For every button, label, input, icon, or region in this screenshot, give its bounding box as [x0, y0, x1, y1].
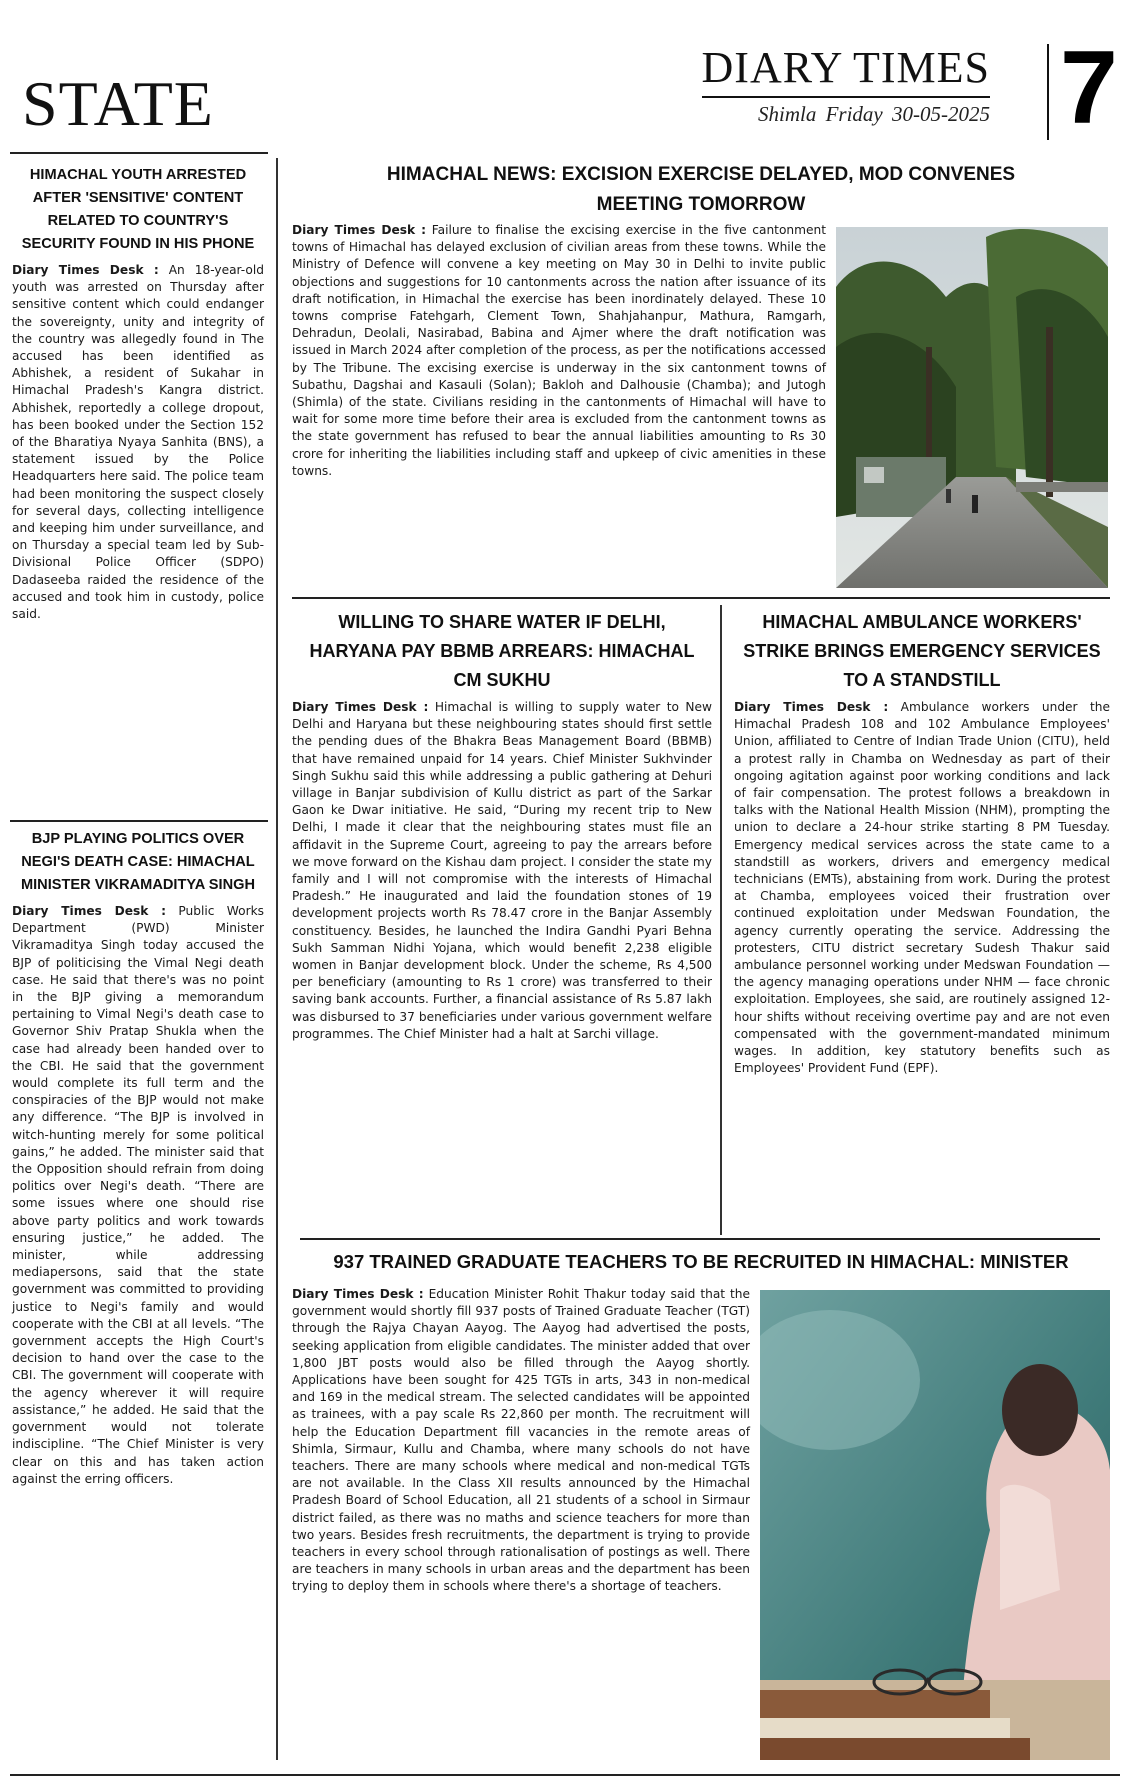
article-body [12, 903, 264, 1488]
blackboard-teacher-image [760, 1290, 1110, 1760]
article-teacher-body [292, 1286, 750, 1596]
body-text: Failure to finalise the excising exercise in the five cantonment towns of Himachal has delayed exclusion of civilian areas from these towns. While the Ministry of Defence will convene a key meeting on May 30 in Delhi to invite public objections and suggestions for 10 cantonments across the nation after issuance of its draft notification, in Himachal the exercise has been inordinately delayed. These 10 towns comprise Fatehgarh, Clement Town, Shahjahanpur, Mathura, Ramgarh, Dehradun, Deolali, Nasirabad, Babina and Ajmer where the draft notification was issued in March 2024 after completion of the process, as per the notifications accessed by The Tribune. The excising exercise is underway in the six cantonment towns of Subathu, Dagshai and Kasauli (Solan); Bakloh and Dalhousie (Chamba); and Jutogh (Shimla) of the state. Civilians residing in the cantonments of Himachal will have to wait for some more time before their area is excluded from the cantonment towns as the state government has refused to bear the annual liabilities amounting to Rs 30 crore for inheriting the liabilities including staff and upkeep of civic amenities in these towns. [292, 223, 827, 478]
middle-article-divider [300, 1238, 1100, 1240]
section-title: STATE [22, 68, 214, 139]
body-text: An 18-year-old youth was arrested on Thursday after sensitive content which could endanger the sovereignty, unity and integrity of the country was allegedly found in The accused has been identified as Abhishek, a resident of Sukahar in Himachal Pradesh's Kangra district. Abhishek, reportedly a college dropout, has been booked under the Section 152 of the Bharatiya Nyaya Sanhita (BNS), a statement issued by the Police Headquarters here said. The police team had been monitoring the suspect closely for several days, collecting intelligence and keeping him under surveillance, and on Thursday a special team led by Sub-Divisional Police Officer (SDPO) Dadaseeba raided the residence of the accused and took him in custody, police said. [12, 263, 264, 622]
article-body [12, 262, 264, 623]
body-text: Himachal is willing to supply water to New Delhi and Haryana but these neighbouring states should first settle the pending dues of the Bhakra Beas Management Board (BBMB) that have remained unpaid for 14 years. Chief Minister Sukhvinder Singh Sukhu said this while addressing a public gathering at Dehuri village in Banjar subdivision of Kullu district as part of the Sarkar Gaon ke Dwar initiative. He said, “During my recent trip to New Delhi, I made it clear that the neighbouring states must file an affidavit in the Supreme Court, agreeing to pay the arrears before we move forward on the Kishau dam project. I consider the state my family and I will not compromise with the interests of Himachal Pradesh.” He inaugurated and laid the foundation stones of 19 development projects worth Rs 78.47 crore in the Banjar Assembly constituency. Besides, he launched the Indira Gandhi Pyari Behna Sukh Samman Nidhi Yojana, which would benefit 2,238 eligible women in Banjar development block. Under the scheme, Rs 4,500 per beneficiary (amounting to Rs 1 crore) was transferred to their saving bank accounts. Further, a financial assistance of Rs 5.87 lakh was disbursed to 37 beneficiaries under various government welfare programmes. The Chief Minister had a halt at Sarchi village. [292, 700, 713, 1041]
byline: Diary Times Desk : [734, 700, 889, 714]
byline: Diary Times Desk : [292, 1287, 424, 1301]
body-text: Ambulance workers under the Himachal Pradesh 108 and 102 Ambulance Employees' Union, affiliated to Centre of Indian Trade Union (CITU), held a protest rally in Chamba on Wednesday as part of their ongoing agitation against poor working conditions and lack of fair compensation. The protest follows a breakdown in talks with the National Health Mission (NHM), prompting the union to declare a 24-hour strike starting 8 PM Tuesday. Emergency medical services across the state came to a standstill as workers, drivers and emergency medical technicians (EMTs), abstaining from work. During the protest at Chamba, employees voiced their frustration over continued exploitation under Medswan Foundation, the agency currently operating the service. Addressing the protesters, CITU district secretary Sudesh Thakur said ambulance personnel working under Medswan Foundation — the agency managing operations under NHM — face chronic exploitation. Employees, she said, are routinely assigned 12-hour shifts without receiving overtime pay and are not even compensated with the government-mandated minimum wages. In addition, key statutory benefits such as Employees' Provident Fund (EPF). [734, 700, 1110, 1076]
article-body [734, 699, 1110, 1077]
article-youth-arrested [12, 164, 264, 623]
article-teacher-recruitment [292, 1248, 1110, 1276]
trees-road-image [836, 227, 1108, 588]
article-excision-exercise [292, 160, 1110, 220]
top-article-divider [292, 597, 1110, 599]
newspaper-name: DIARY TIMES [701, 43, 990, 92]
headline: BJP PLAYING POLITICS OVER NEGI'S DEATH CASE: HIMACHAL MINISTER VIKRAMADITYA SINGH [20, 831, 256, 893]
masthead [701, 43, 990, 127]
page-number: 7 [1060, 30, 1118, 146]
byline: Diary Times Desk : [292, 223, 427, 237]
cantonment-road-photo [836, 227, 1108, 588]
classroom-photo [760, 1290, 1110, 1760]
byline: Diary Times Desk : [12, 263, 159, 277]
left-article-divider [10, 820, 268, 822]
masthead-divider [1047, 44, 1049, 140]
masthead-rule [702, 96, 990, 98]
headline: 937 TRAINED GRADUATE TEACHERS TO BE RECRUITED IN HIMACHAL: MINISTER [333, 1251, 1069, 1272]
headline: HIMACHAL YOUTH ARRESTED AFTER 'SENSITIVE' CONTENT RELATED TO COUNTRY'S SECURITY FOUND IN HIS PHONE [21, 167, 255, 252]
body-text: Public Works Department (PWD) Minister Vikramaditya Singh today accused the BJP of politicising the Vimal Negi death case. He said that there's was no point in the BJP giving a memorandum pertaining to Vimal Negi's death case to Governor Shiv Pratap Shukla when the case had already been handed over to the CBI. He said that the government would complete its full term and the conspiracies of the BJP would not make any difference. “The BJP is involved in witch-hunting merely for some political gains,” he added. The minister said that the Opposition should refrain from doing politics over Negi's death. “There are some issues where one should rise above party politics and work towards ensuring justice,” he added. The minister, while addressing mediapersons, said that the state government was committed to providing justice to Negi's family and would cooperate with the CBI at all levels. “The government accepts the High Court's decision to hand over the case to the CBI. The government will cooperate with the agency wherever it will require assistance,” he added. He said that the government would not tolerate indiscipline. “The Chief Minister is very clear on this and has taken action against the erring officers. [12, 904, 265, 1486]
headline: HIMACHAL AMBULANCE WORKERS' STRIKE BRINGS EMERGENCY SERVICES TO A STANDSTILL [743, 612, 1101, 690]
byline: Diary Times Desk : [12, 904, 166, 918]
dateline: Shimla Friday 30-05-2025 [758, 102, 990, 126]
article-body [292, 699, 712, 1043]
headline: WILLING TO SHARE WATER IF DELHI, HARYANA PAY BBMB ARREARS: HIMACHAL CM SUKHU [309, 612, 695, 690]
body-text: Education Minister Rohit Thakur today said that the government would shortly fill 937 posts of Trained Graduate Teacher (TGT) through the Rajya Chayan Aayog. The Aayog had advertised the posts, seeking application from eligible candidates. The minister added that over 1,800 JBT posts would also be filled through the Aayog shortly. Applications have been sought for 425 TGTs in arts, 343 in non-medical and 169 in the medical stream. The selected candidates will be appointed as trainees, with a pay scale Rs 22,860 per month. The recruitment will help the Education Department fill vacancies in the remote areas of Shimla, Sirmaur, Kullu and Chamba, where many schools do not have teachers. There are many schools where medical and non-medical TGTs are not available. In the Class XII results announced by the Himachal Pradesh Board of School Education, all 21 students of a school in Sirmaur district failed, as there was no maths and science teachers for more than two years. Besides fresh recruitments, the department is trying to provide teachers in every school through rationalisation of postings as well. There are teachers in many schools in urban areas and the department has been trying to deploy them in schools where there's a shortage of teachers. [292, 1287, 751, 1594]
byline: Diary Times Desk : [292, 700, 429, 714]
column-divider-middle [720, 605, 722, 1235]
article-negi-death-case [12, 828, 264, 1488]
headline: HIMACHAL NEWS: EXCISION EXERCISE DELAYED, MOD CONVENES MEETING TOMORROW [386, 164, 1016, 215]
top-rule-left [10, 152, 268, 154]
article-body [292, 222, 826, 480]
article-body [292, 1286, 750, 1596]
bottom-rule [10, 1774, 1120, 1776]
article-excision-body [292, 222, 826, 480]
article-water-sharing [292, 608, 712, 1043]
article-ambulance-strike [734, 608, 1110, 1077]
column-divider-main [276, 158, 278, 1760]
